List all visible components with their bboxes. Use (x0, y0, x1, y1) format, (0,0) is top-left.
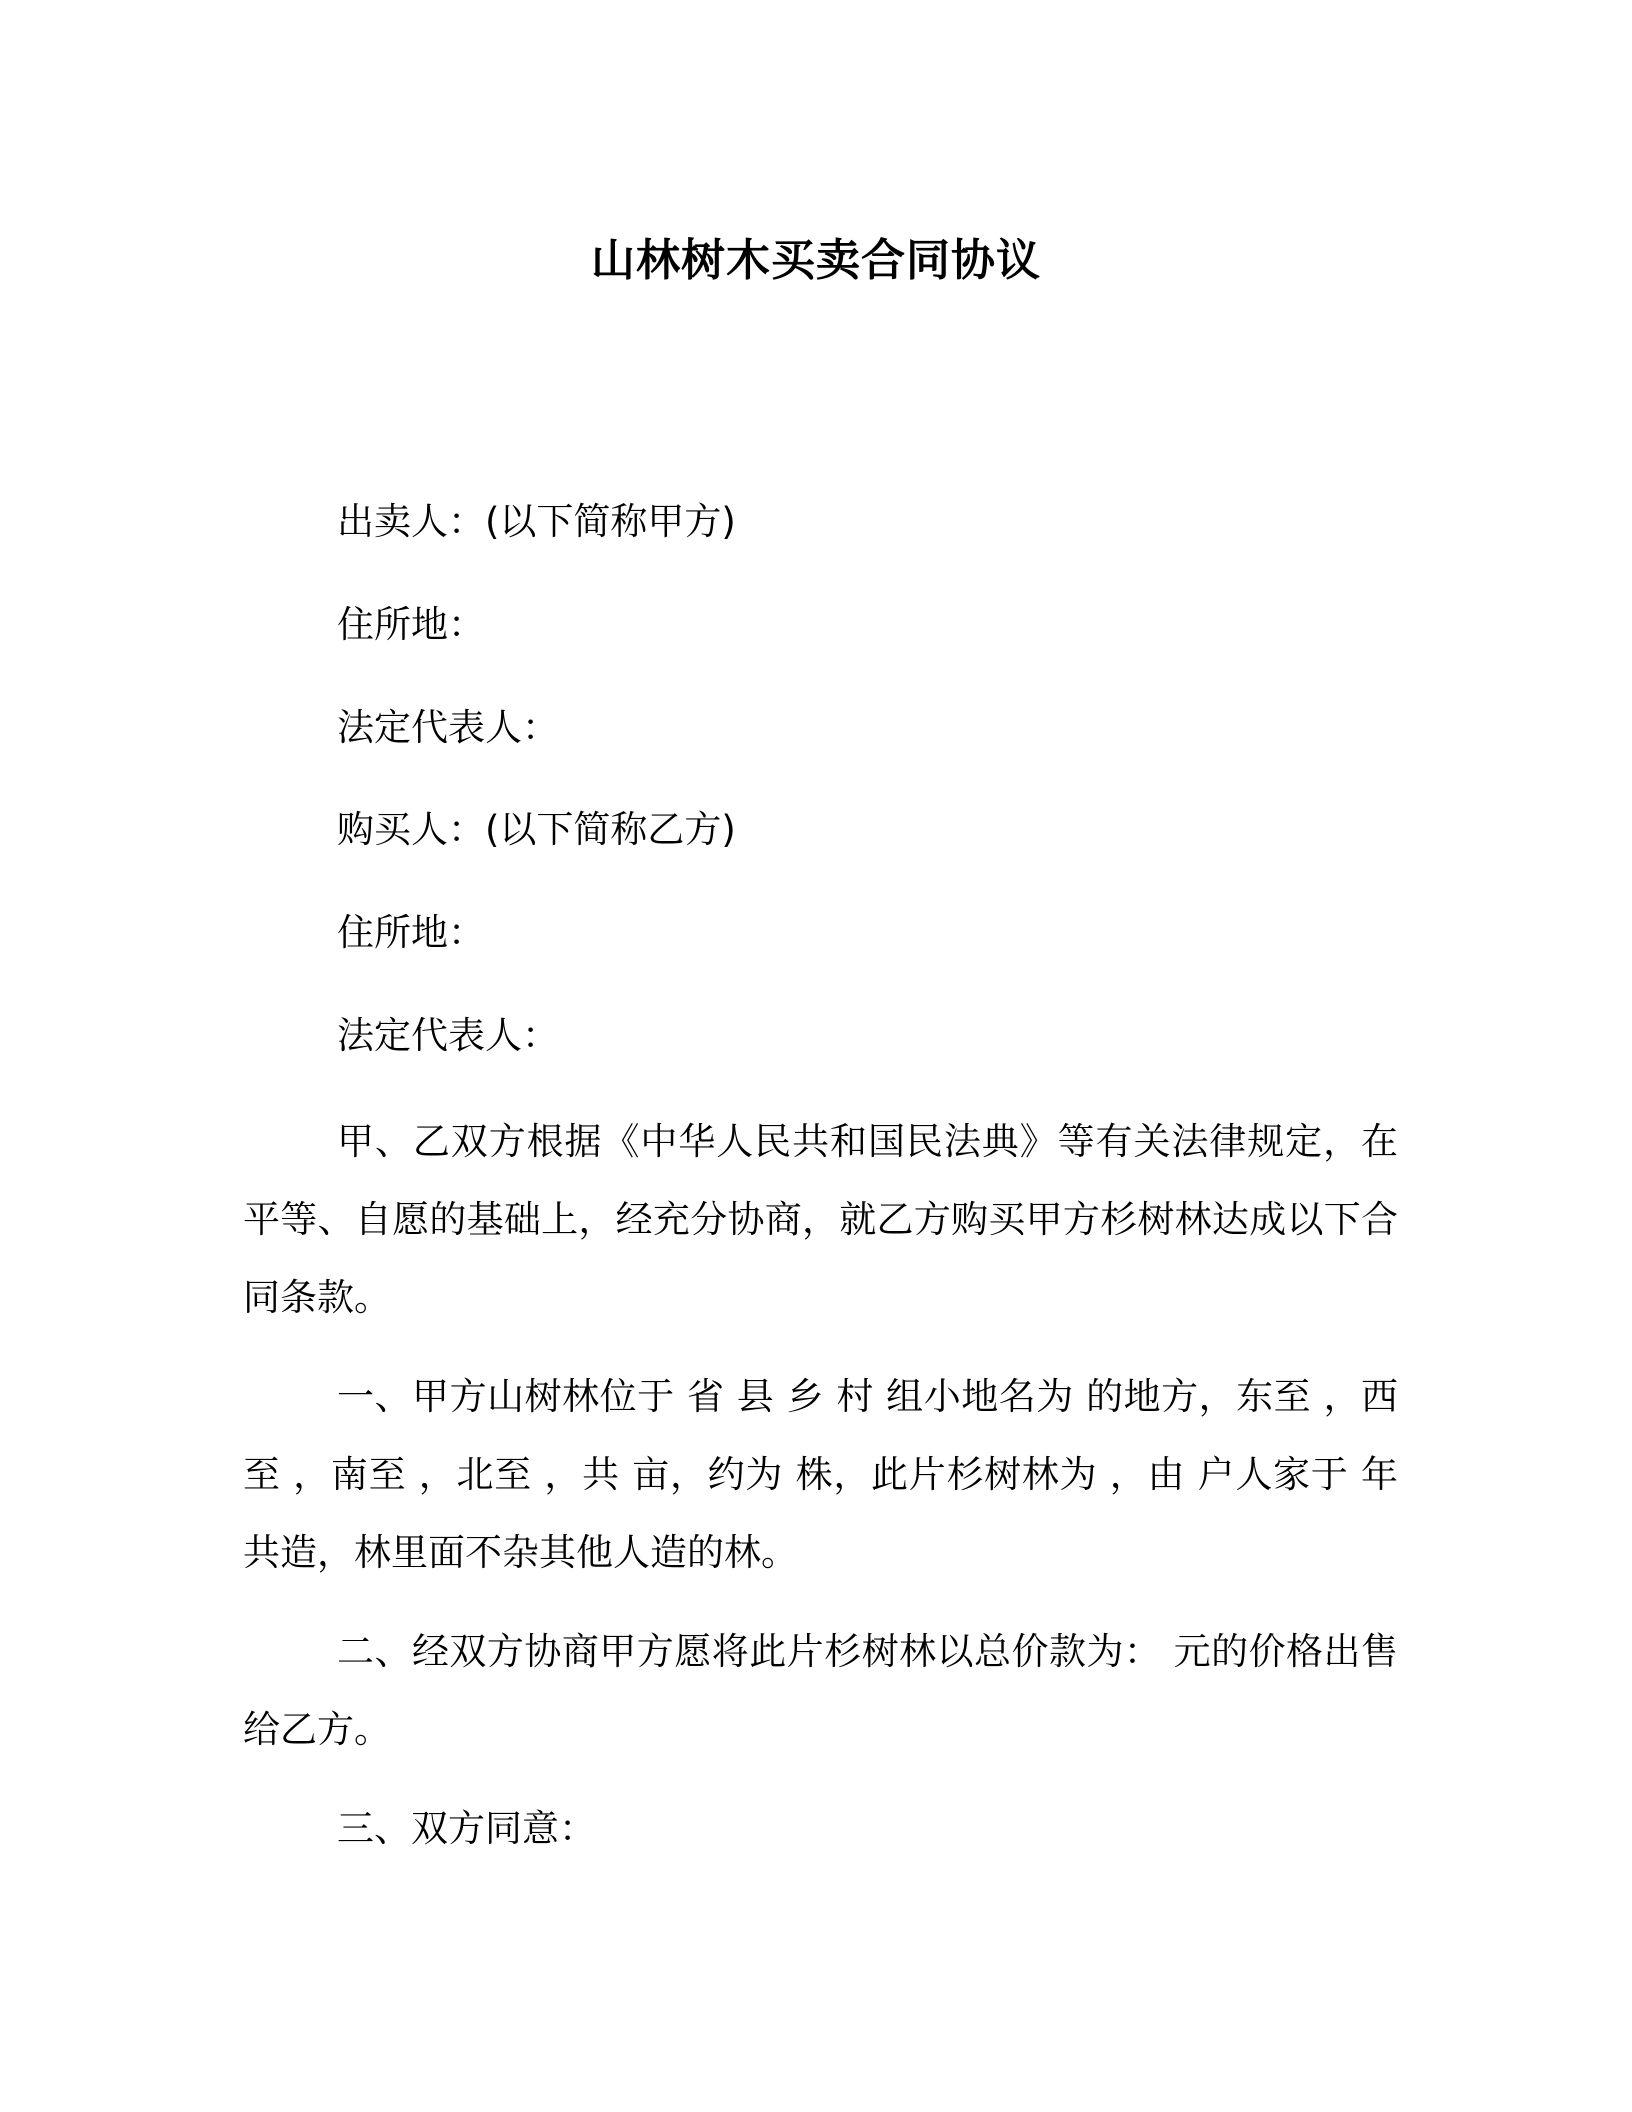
seller-line: 出卖人：(以下简称甲方) (337, 500, 736, 543)
clause-1: 一、甲方山树林位于 省 县 乡 村 组小地名为 的地方，东至 ，西至 ，南至 ，北至 ，共 亩，约为 株，此片杉树林为 ，由 户人家于 年共造，林里面不杂其他人造的林。 (243, 1375, 1398, 1574)
clause-3: 三、双方同意： (337, 1807, 596, 1850)
seller-representative-line: 法定代表人： (337, 706, 559, 749)
buyer-line: 购买人：(以下简称乙方) (337, 808, 736, 851)
seller-address-line: 住所地： (337, 603, 485, 646)
clause-2: 二、经双方协商甲方愿将此片杉树林以总价款为： 元的价格出售给乙方。 (243, 1630, 1398, 1751)
buyer-address-line: 住所地： (337, 911, 485, 954)
buyer-representative-line: 法定代表人： (337, 1014, 559, 1057)
preamble-paragraph: 甲、乙双方根据《中华人民共和国民法典》等有关法律规定，在平等、自愿的基础上，经充分协商，就乙方购买甲方杉树林达成以下合同条款。 (243, 1120, 1398, 1319)
document-title: 山林树木买卖合同协议 (591, 235, 1041, 286)
